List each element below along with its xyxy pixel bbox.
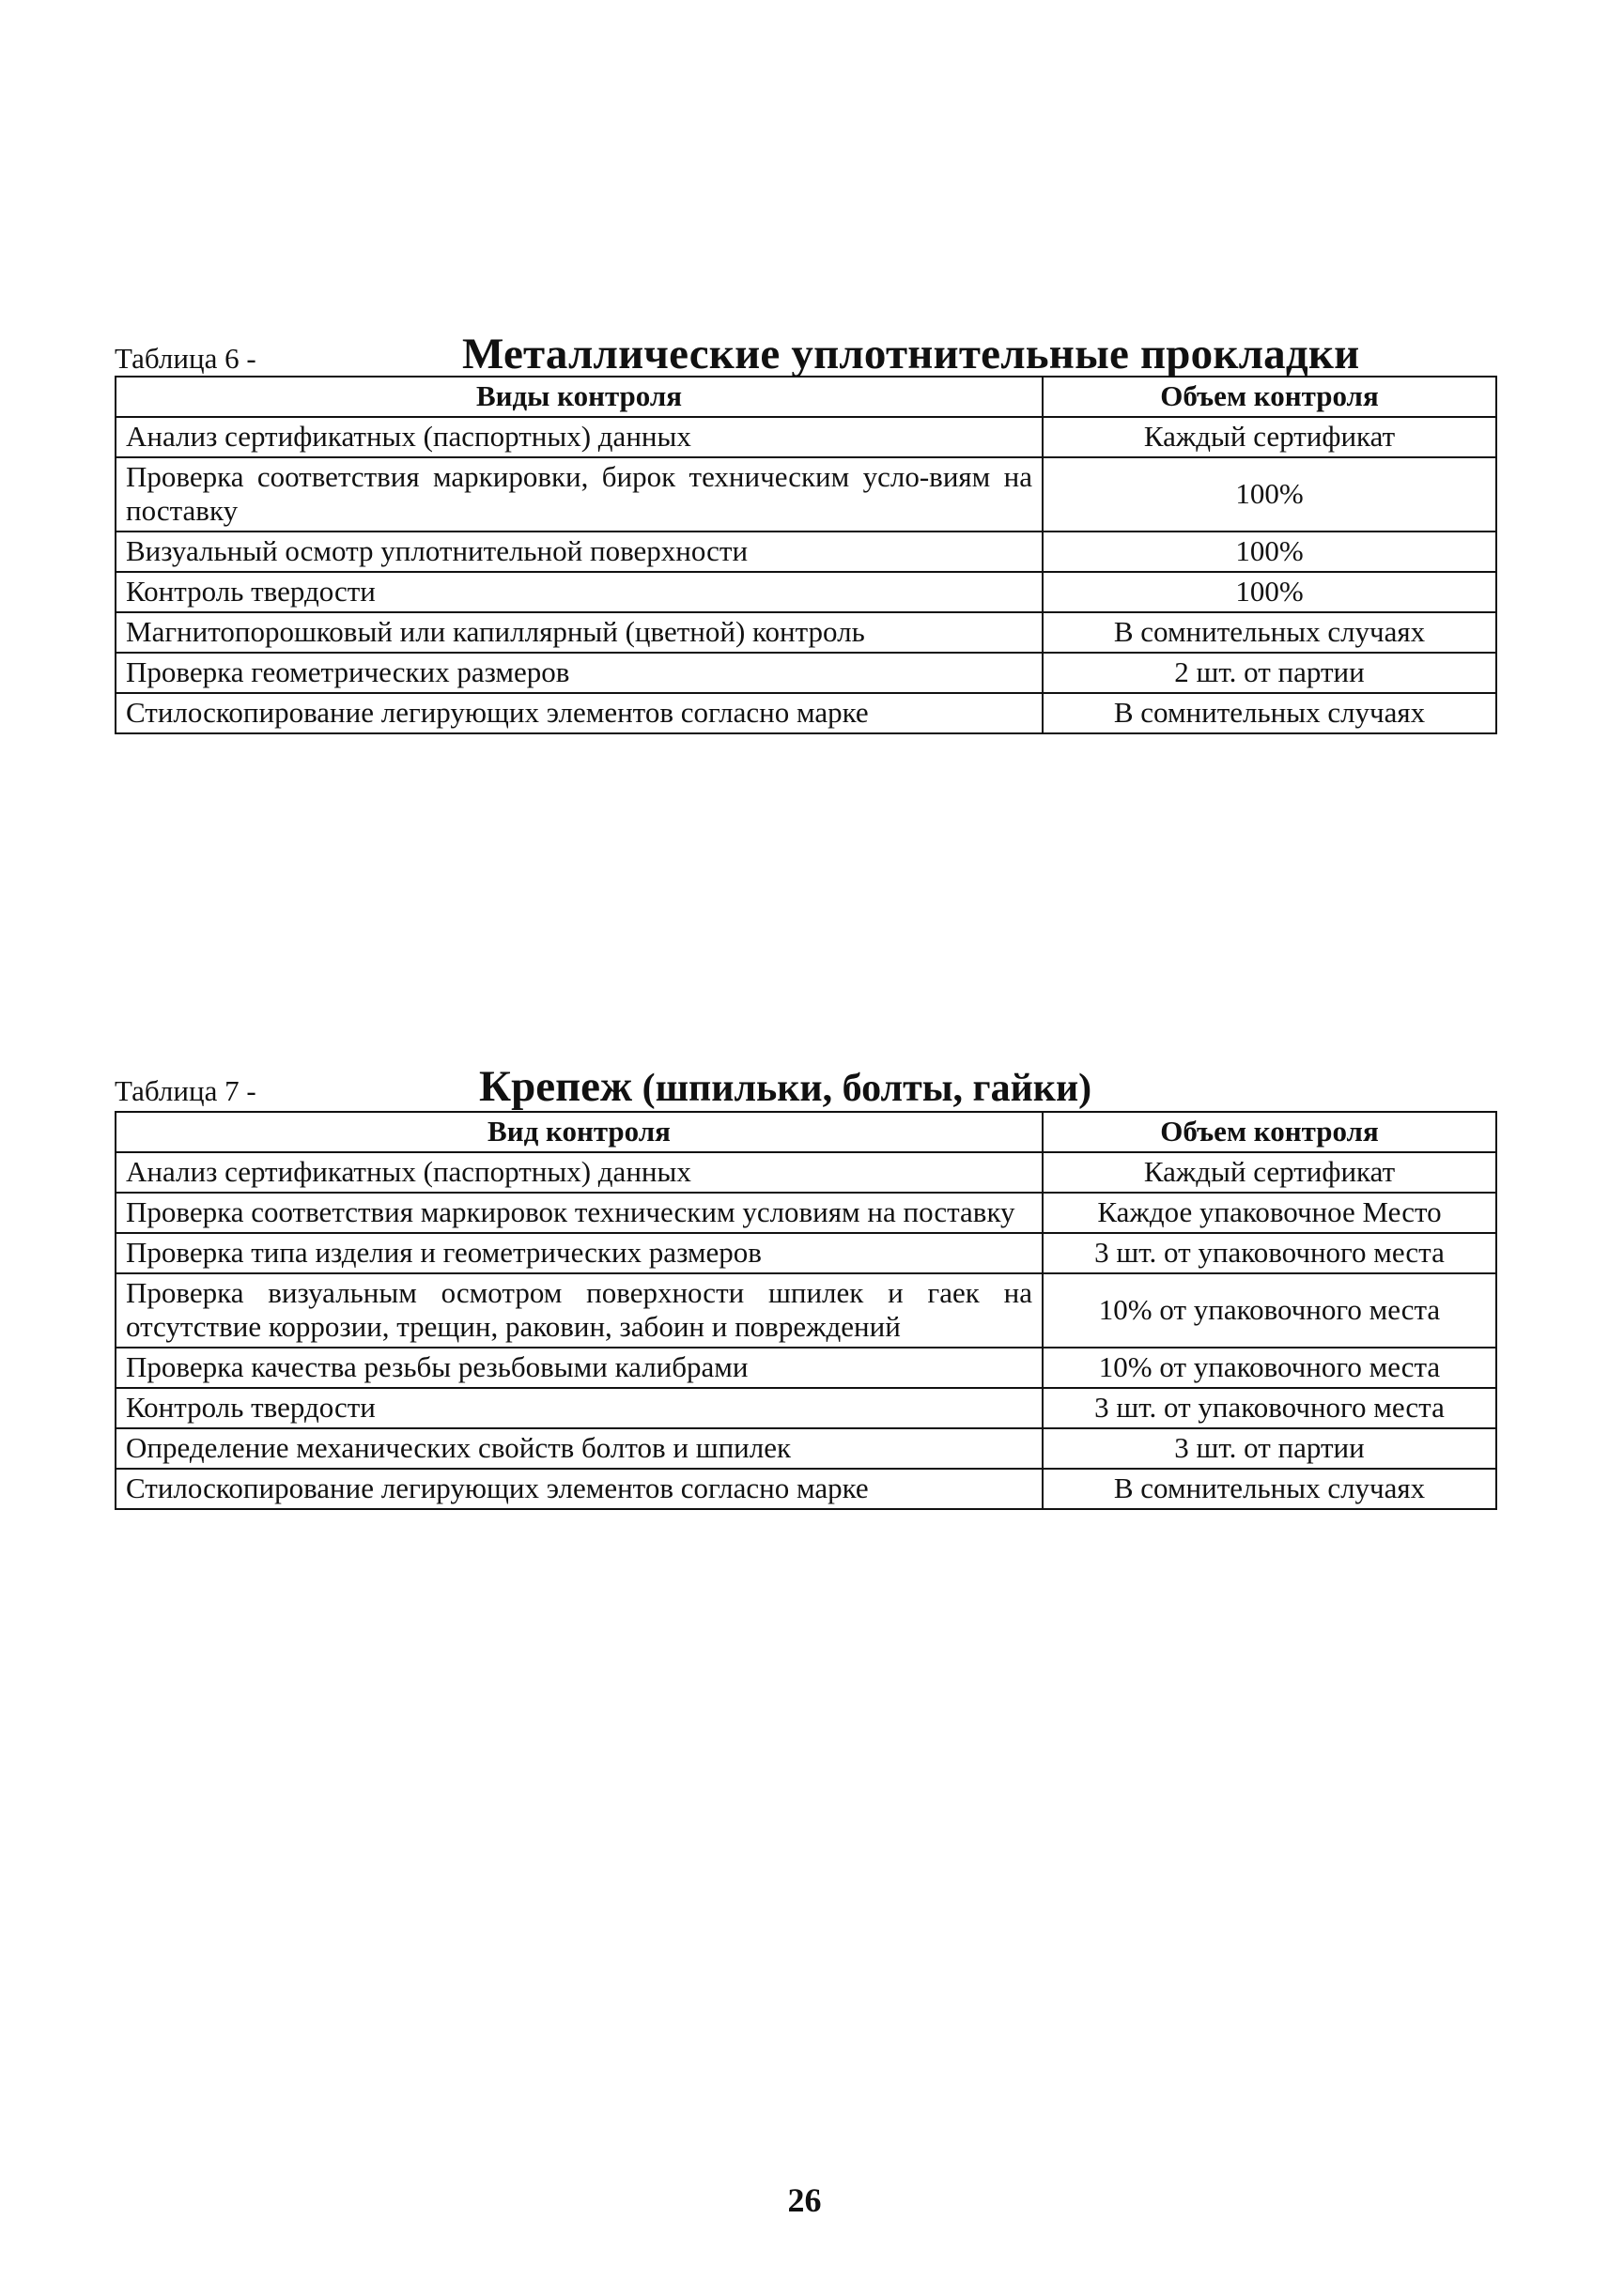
table7-title-main: Крепеж: [479, 1062, 633, 1111]
table6-cell-volume: Каждый сертификат: [1043, 417, 1496, 457]
table6-header-volume: Объем контроля: [1043, 377, 1496, 417]
table-row: [116, 1469, 1496, 1509]
table7-cell-type: Стилоскопирование легирующих элементов согласно марке: [116, 1469, 1043, 1509]
table-row: [116, 1348, 1496, 1388]
table-row: [116, 612, 1496, 653]
table-row: [116, 417, 1496, 457]
table7: [115, 1111, 1497, 1510]
table-row: [116, 1388, 1496, 1428]
table6-cell-type: Контроль твердости: [116, 572, 1043, 612]
table7-cell-volume: 10% от упаковочного места: [1043, 1273, 1496, 1348]
table-row: [116, 457, 1496, 532]
table7-cell-volume: В сомнительных случаях: [1043, 1469, 1496, 1509]
table7-cell-volume: 3 шт. от упаковочного места: [1043, 1233, 1496, 1273]
table7-cell-type: Проверка визуальным осмотром поверхности шпилек и гаек на отсутствие коррозии, трещин, раковин, забоин и повреждений: [116, 1273, 1043, 1348]
table7-title: [479, 1061, 1091, 1112]
table6-header-row: [116, 377, 1496, 417]
table6-cell-volume: 2 шт. от партии: [1043, 653, 1496, 693]
table7-title-rest: (шпильки, болты, гайки): [632, 1067, 1092, 1110]
table-row: [116, 1273, 1496, 1348]
table6-cell-type: Анализ сертификатных (паспортных) данных: [116, 417, 1043, 457]
table7-cell-type: Проверка соответствия маркировок техническим условиям на поставку: [116, 1193, 1043, 1233]
table7-caption: [115, 1061, 1495, 1112]
table7-cell-volume: 10% от упаковочного места: [1043, 1348, 1496, 1388]
table6-cell-type: Магнитопорошковый или капиллярный (цветной) контроль: [116, 612, 1043, 653]
table6-cell-volume: В сомнительных случаях: [1043, 693, 1496, 733]
table7-cell-type: Контроль твердости: [116, 1388, 1043, 1428]
table6-cell-volume: 100%: [1043, 532, 1496, 572]
table7-label: Таблица 7 -: [115, 1074, 256, 1107]
table-row: [116, 1152, 1496, 1193]
page-number: 26: [787, 2181, 822, 2219]
table7-cell-type: Определение механических свойств болтов и шпилек: [116, 1428, 1043, 1469]
table6-cell-volume: В сомнительных случаях: [1043, 612, 1496, 653]
table-row: [116, 572, 1496, 612]
table7-cell-type: Проверка типа изделия и геометрических размеров: [116, 1233, 1043, 1273]
table7-cell-volume: Каждое упаковочное Место: [1043, 1193, 1496, 1233]
table6-cell-volume: 100%: [1043, 457, 1496, 532]
table-row: [116, 1193, 1496, 1233]
table-row: [116, 1428, 1496, 1469]
table6-header-type: Виды контроля: [116, 377, 1043, 417]
table6-cell-type: Проверка геометрических размеров: [116, 653, 1043, 693]
table6-cell-volume: 100%: [1043, 572, 1496, 612]
table6-cell-type: Визуальный осмотр уплотнительной поверхности: [116, 532, 1043, 572]
table6: [115, 376, 1497, 734]
table-row: [116, 653, 1496, 693]
table7-header-volume: Объем контроля: [1043, 1112, 1496, 1152]
table-row: [116, 1233, 1496, 1273]
table7-header-row: [116, 1112, 1496, 1152]
table6-title: Металлические уплотнительные прокладки: [462, 330, 1360, 378]
table7-cell-volume: 3 шт. от упаковочного места: [1043, 1388, 1496, 1428]
table7-cell-type: Анализ сертификатных (паспортных) данных: [116, 1152, 1043, 1193]
table7-cell-type: Проверка качества резьбы резьбовыми калибрами: [116, 1348, 1043, 1388]
table-row: [116, 532, 1496, 572]
table7-cell-volume: 3 шт. от партии: [1043, 1428, 1496, 1469]
table-row: [116, 693, 1496, 733]
table6-label: Таблица 6 -: [115, 342, 256, 375]
table6-cell-type: Проверка соответствия маркировки, бирок техническим усло-виям на поставку: [116, 457, 1043, 532]
table7-header-type: Вид контроля: [116, 1112, 1043, 1152]
table6-caption: [115, 329, 1495, 379]
table6-cell-type: Стилоскопирование легирующих элементов согласно марке: [116, 693, 1043, 733]
table7-cell-volume: Каждый сертификат: [1043, 1152, 1496, 1193]
